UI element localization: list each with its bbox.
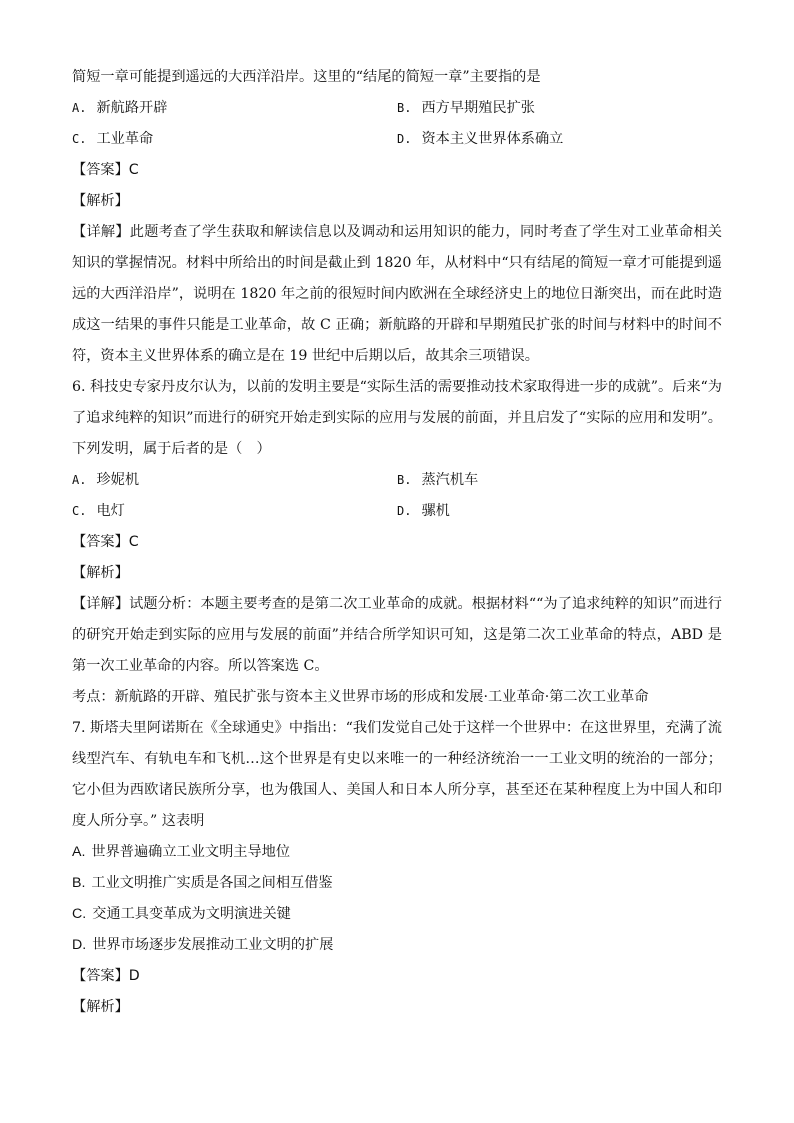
question-5-options-row-1 (72, 93, 722, 124)
question-7-option-d: D. 世界市场逐步发展推动工业文明的扩展 (72, 937, 334, 953)
question-6-note: 考点：新航路的开辟、殖民扩张与资本主义世界市场的形成和发展·工业革命·第二次工业革命 (72, 689, 649, 705)
option-a: A. 珍妮机 (72, 472, 140, 488)
option-d: D. 骡机 (397, 503, 450, 519)
question-5-answer: 【答案】C (72, 162, 139, 178)
option-c: C. 电灯 (72, 503, 125, 519)
question-6-detail: 【详解】试题分析：本题主要考查的是第二次工业革命的成就。根据材料““为了追求纯粹的知识”而进行的研究开始走到实际的应用与发展的前面”并结合所学知识可知，这是第二次工业革命的特点，ABD 是第一次工业革命的内容。所以答案选 C。 (72, 596, 722, 674)
option-d: D. 资本主义世界体系确立 (397, 131, 564, 147)
question-5-detail: 【详解】此题考查了学生获取和解读信息以及调动和运用知识的能力，同时考查了学生对工业革命相关知识的掌握情况。材料中所给出的时间是截止到 1820 年，从材料中“只有结尾的简短一章才可能提到遥远的大西洋沿岸”，说明在 1820 年之前的很短时间内欧洲在全球经济史上的地位日渐突出，而在此时造成这一结果的事件只能是工业革命，故 C 正确；新航路的开辟和早期殖民扩张的时间与材料中的时间不符，资本主义世界体系的确立是在 19 世纪中后期以后，故其余三项错误。 (72, 224, 722, 364)
question-6-answer: 【答案】C (72, 534, 139, 550)
question-6-options-row-1 (72, 465, 722, 496)
question-7-analysis-label: 【解析】 (72, 999, 129, 1015)
question-6-options-row-2 (72, 496, 722, 527)
question-6-stem: 6. 科技史专家丹皮尔认为，以前的发明主要是“实际生活的需要推动技术家取得进一步的成就”。后来“为了追求纯粹的知识”而进行的研究开始走到实际的应用与发展的前面，并且启发了“实际的应用和发明”。下列发明，属于后者的是（ ） (72, 379, 722, 457)
question-5-options-row-2 (72, 124, 722, 155)
option-b: B. 西方早期殖民扩张 (397, 100, 535, 116)
question-7-option-a: A. 世界普遍确立工业文明主导地位 (72, 844, 291, 860)
option-c: C. 工业革命 (72, 131, 154, 147)
question-7-option-b: B. 工业文明推广实质是各国之间相互借鉴 (72, 875, 333, 891)
question-6-analysis-label: 【解析】 (72, 565, 129, 581)
question-7-answer: 【答案】D (72, 968, 140, 984)
option-a: A. 新航路开辟 (72, 100, 168, 116)
option-b: B. 蒸汽机车 (397, 472, 479, 488)
document-page (72, 62, 722, 1023)
question-5-stem-tail: 简短一章可能提到遥远的大西洋沿岸。这里的“结尾的简短一章”主要指的是 (72, 69, 541, 85)
question-5-analysis-label: 【解析】 (72, 193, 129, 209)
question-7-option-c: C. 交通工具变革成为文明演进关键 (72, 906, 291, 922)
question-7-stem: 7. 斯塔夫里阿诺斯在《全球通史》中指出：“我们发觉自己处于这样一个世界中：在这世界里，充满了流线型汽车、有轨电车和飞机…这个世界是有史以来唯一的一种经济统治一一工业文明的统治的一部分；它小但为西欧诸民族所分享，也为俄国人、美国人和日本人所分享，甚至还在某种程度上为中国人和印度人所分享。” 这表明 (72, 720, 722, 829)
